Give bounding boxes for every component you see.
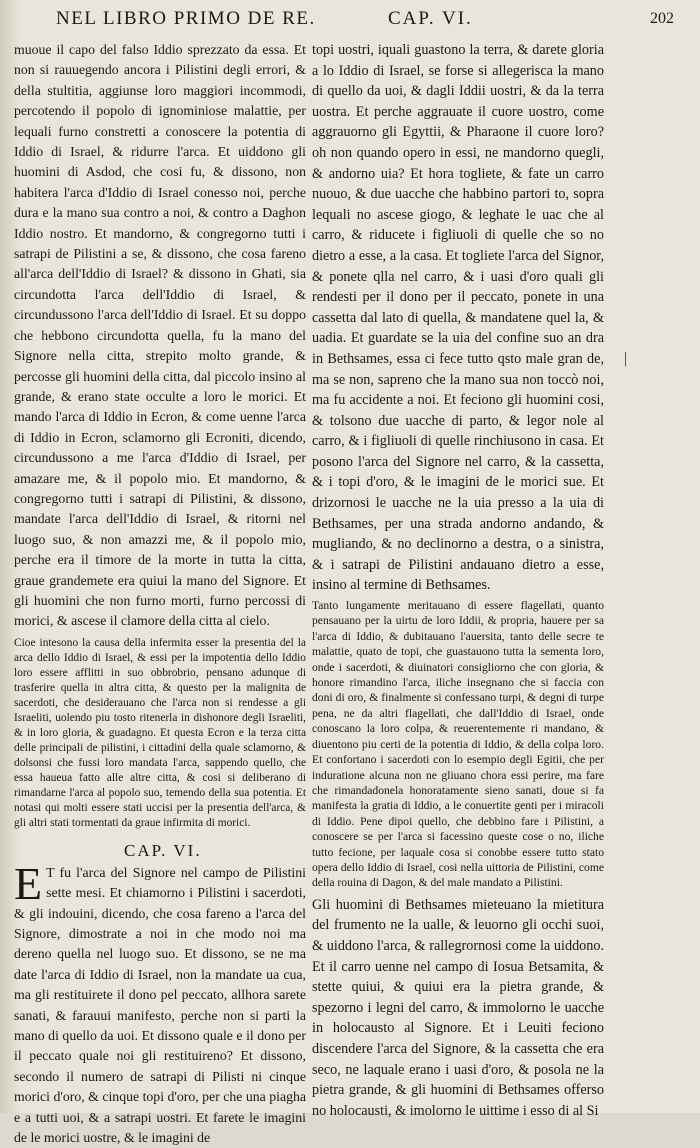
right-body-paragraph: topi uostri, iquali guastono la terra, & darete gloria a lo Iddio di Israel, se forse si allegerisca la mano di quello da uoi, & dagli Iddii uostri, & da la terra uostra. Et perche aggrauate il cuore uostro, come aggrauorno gli Egyttii, & Pharaone il cuore loro? oh non quando opero in essi, ne mandorno quegli, & andorno uia? Et hora togliete, & fate un carro nuouo, & due uacche che habbino partori to, sopra lequali no ascese giogo, & leghate le uac che al carro, & riducete i figliuoli di quelle che so no dietro a esse, a la casa. Et togliete l'arca del Signor, & ponete qlla nel carro, & i uasi d'oro quali gli rendesti per il dono per il peccato, ponete in una cassetta dal lato di quella, & mandatene quel la, & uadia. Et guardate se la uia del confine suo an dra in Bethsames, essa ci fece tutto qsto male gran de, ma se non, sapreno che la mano sua non toccò noi, ma fu accidente a noi. Et feciono gli huomini cosi, & tolsono due uacche di parto, & legor nole al carro, & i figliuoli di quelle rinchiusono in casa. Et posono l'arca del Signore nel carro, & la cassetta, & i topi d'oro, & le imagini de le morici sue. Et drizornosi le uacche ne la uia presso a la uia di Bethsames, per una strada andorno andando, & mugliando, & no declinorno a destra, o a sinistra, & i satrapi de Pilistini andauano dietro a esse, insino al termine di Bethsames. [312,42,604,594]
left-gloss-commentary: Cioe intesono la causa della infermita esser la presentia del la arca dello Iddio di Israel, & essi per la impotentia dello Iddio loro essere afflitti in suo obbrobrio, pensano adunque di trasferire quella in altra citta, & questo per la malignita de sacerdoti, che desiderauano che l'arca non si rendesse a gli Israeliti, uolendo piu tosto ritenerla in dishonore degli Israeliti, & in loro gloria, & guadagno. Et questa Ecron e la terza citta delle principali de pilistini, i cittadini della quale sclamorno, & dolsonsi che fussi loro mandata l'arca, sappendo quello, che essa haueua fatto alle altre citta, & cosi si deliberano di rimandarne l'arca al popolo suo, temendo della sua potentia. Et notasi qui molti essere stati uccisi per la presentia dell'arca, & gli altri stati tormentati da graue infirmita di morici. [14,636,306,829]
chapter-opening-text: T fu l'arca del Signore nel campo de Pilistini sette mesi. Et chiamorno i Pilistini i sacerdoti, & gli indouini, dicendo, che cosa fareno a l'arca del Signore, dimostrate a noi in che modo noi ma dereno quella nel luogo suo. Et dissono, se ne ma date l'arca di Iddio di Israel, non la mandate ua cua, ma gli restituirete il dono pel peccato, allhora sarete sanati, & farauui manifesto, perche non si parti la mano di quello da uoi. Et dissono quale e il dono per il peccato quale noi gli restituireno? Et dissono, secondo il numero de satrapi di Pilisti ni cinque morici d'oro, & cinque topi d'oro, per che una piagha e a tutti uoi, & a satrapi uostri. Et farete le imagini de le morici uostre, & le imagini de [14,864,306,1146]
page-number: 202 [650,10,674,27]
right-gloss-commentary: Tanto lungamente meritauano di essere flagellati, quanto pensauano per la uirtu de loro Iddii, & propria, hauere per sa l'arca di Iddio, & dubitauano l'auersita, tanto delle secre te malattie, quato de topi, che guastauono tutta la sementa loro, onde i sacerdoti, & diuinatori consigliorno che con gloria, & honore rimandino l'arca, iliche insegnano che si faccia con doni di oro, & finalmente si confessano turpi, & degni di turpe pena, ne da altri flagellati, che dall'Iddio di Israel, onde conoscano la loro colpa, & reuerentemente ri mandano, & diuentono piu certi de la potentia di Iddio, & della colpa loro. Et confortano i sacerdoti con lo esempio degli Egitii, che per induratione alcuna non ne gliuano chora essi perire, ma fare che rimandadonela honoratamente sieno sanati, doue si fa manifesta la gratia di Iddio, a le conuertite genti per i miracoli di Iddio. Pene dipoi quello, che debbino fare i Pilistini, a conoscere se per l'arca si facessino queste cose o no, iliche tutto fecione, per laquale cosa si conobbe essere tutto stato opera dello Iddio di Israel, cosi nella uittoria de Pilistini, come della rouina di Dagon, & del male mandato a Pilistini. [312,599,604,890]
chapter-heading: CAP. VI. [388,8,473,29]
drop-cap: E [14,857,43,909]
page-header [56,6,674,36]
running-head: NEL LIBRO PRIMO DE RE. [56,8,316,29]
chapter-title: CAP. VI. [124,840,202,860]
left-column [14,40,306,1146]
right-column [312,40,604,1119]
right-body-paragraph-2: Gli huomini di Bethsames mieteuano la mietitura del frumento ne la ualle, & leuorno gli occhi suoi, & uiddono l'arca, & rallegrornosi come la uiddono. Et il carro uenne nel campo di Iosua Betsamita, & stette quiui, & quiui era la pietra grande, & spezorno i legni del carro, & immolorno le uacche in holocausto al Signore. Et i Leuiti feciono discendere l'arca del Signore, & la cassetta che era seco, ne laquale erano i uasi d'oro, & posola ne la pietra grande, & gli huomini di Bethsames offerso no holocausti, & imolorno le uittime i esso di al Si [312,896,604,1119]
chapter-opening-paragraph [14,857,306,1148]
margin-bracket-mark: | [624,350,628,367]
left-body-paragraph: muoue il capo del falso Iddio sprezzato da essa. Et non si rauuegendo ancora i Pilistini degli errori, & della stultitia, aggiunse loro maggiori incommodi, percotendo il popolo di ignominiose malattie, per lequali furno constretti a conoscere la potentia di Iddio di Israel, & ridurre l'arca. Et uiddono gli huomini di Asdod, che cosi fu, & dissono, non habitera l'arca d'Iddio di Israel conesso noi, perche dura e la mano sua contro a noi, & contro a Daghon Iddio nostro. Et mandorno, & congregorno tutti i satrapi de Pilistini a se, & dissono, che cosa fareno all'arca dell'Iddio di Israel? & dissono in Ghati, sia circundotta l'arca dell'Iddio di Israel, & circundussono l'arca dell'Iddio di Israel. Et su doppo che hebbono circundotta quella, fu la mano del Signore nella citta, strepito molto grande, & percosse gli huomini della citta, dal piccolo insino al grande, & erano state occulte a loro le morici. Et mando l'arca di Iddio in Ecron, & come uenne l'arca di Iddio in Ecron, sclamorno gli Ecroniti, dicendo, circundussono a me l'arca d'Iddio di Israel, per amazare me, & il popolo mio. Et mandorno, & congregorno tutti i satrapi di Pilistini, & dissono, mandate l'arca dell'Iddio di Israel, & ritorni nel luogo suo, & non amazzi me, & il popolo mio, perche era il timore de la morte in tutta la citta, graue grandemete era quiui la mano del Signore. Et gli huomini che non furno morti, furno percossi di morici, & ascese il clamore della citta al cielo. [14,42,306,629]
